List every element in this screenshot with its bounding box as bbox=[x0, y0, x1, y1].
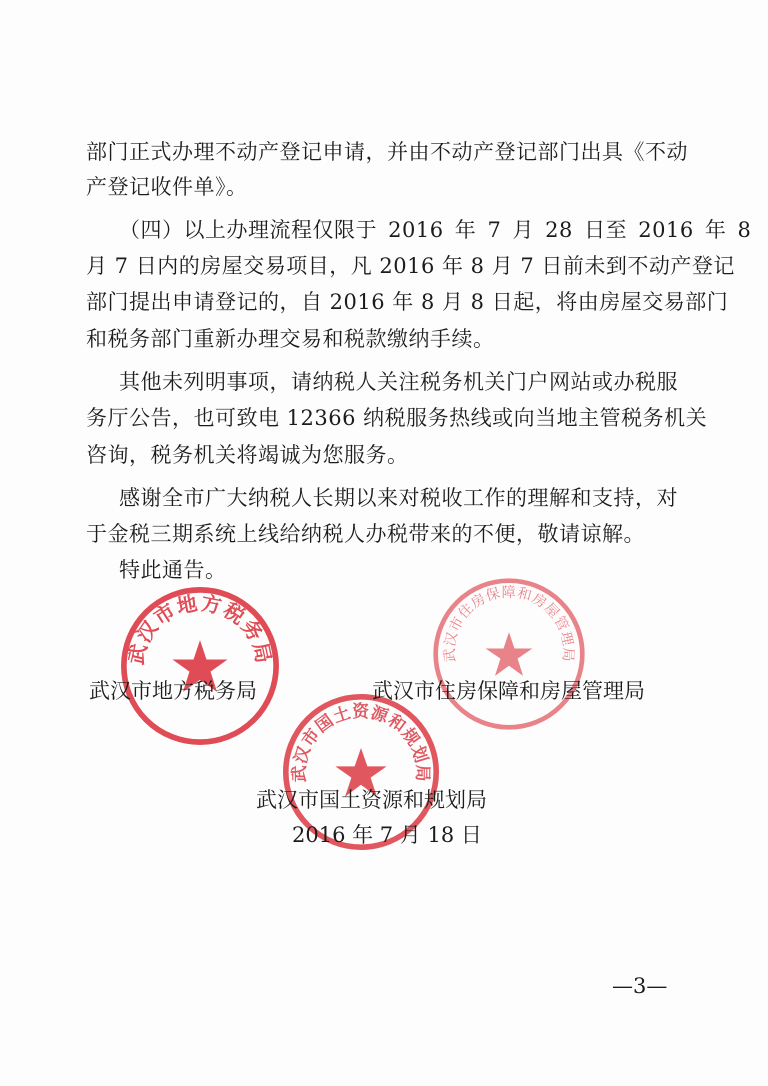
seal-3-text: 武汉市国土资源和规划局 bbox=[288, 701, 434, 783]
signature-local-tax-bureau: 武汉市地方税务局 bbox=[89, 679, 257, 703]
body-line-6: 和税务部门重新办理交易和税款缴纳手续。 bbox=[86, 327, 495, 351]
seal-local-tax-bureau bbox=[119, 585, 281, 747]
body-line-4: 月 7 日内的房屋交易项目，凡 2016 年 8 月 7 日前未到不动产登记 bbox=[86, 254, 735, 278]
body-line-9: 咨询，税务机关将竭诚为您服务。 bbox=[86, 443, 409, 467]
seal-1-text: 武汉市地方税务局 bbox=[123, 590, 277, 667]
body-line-10: 感谢全市广大纳税人长期以来对税收工作的理解和支持，对 bbox=[119, 486, 678, 510]
signature-housing-bureau: 武汉市住房保障和房屋管理局 bbox=[372, 679, 645, 703]
body-line-12: 特此通告。 bbox=[119, 558, 227, 582]
issue-date: 2016 年 7 月 18 日 bbox=[292, 823, 482, 847]
body-line-1: 部门正式办理不动产登记申请，并由不动产登记部门出具《不动 bbox=[86, 140, 688, 164]
body-line-7: 其他未列明事项，请纳税人关注税务机关门户网站或办税服 bbox=[119, 370, 678, 394]
signature-land-resources-bureau: 武汉市国土资源和规划局 bbox=[256, 788, 487, 812]
body-line-2: 产登记收件单》。 bbox=[86, 175, 248, 199]
body-line-3: （四）以上办理流程仅限于 2016 年 7 月 28 日至 2016 年 8 bbox=[119, 218, 752, 242]
page-number: —3— bbox=[612, 974, 668, 998]
body-line-8: 务厅公告，也可致电 12366 纳税服务热线或向当地主管税务机关 bbox=[86, 406, 708, 430]
body-line-5: 部门提出申请登记的，自 2016 年 8 月 8 日起，将由房屋交易部门 bbox=[86, 290, 729, 314]
seal-2-text: 武汉市住房保障和房屋管理局 bbox=[442, 584, 576, 663]
body-line-11: 于金税三期系统上线给纳税人办税带来的不便，敬请谅解。 bbox=[86, 522, 645, 546]
seal-housing-bureau bbox=[431, 576, 587, 732]
